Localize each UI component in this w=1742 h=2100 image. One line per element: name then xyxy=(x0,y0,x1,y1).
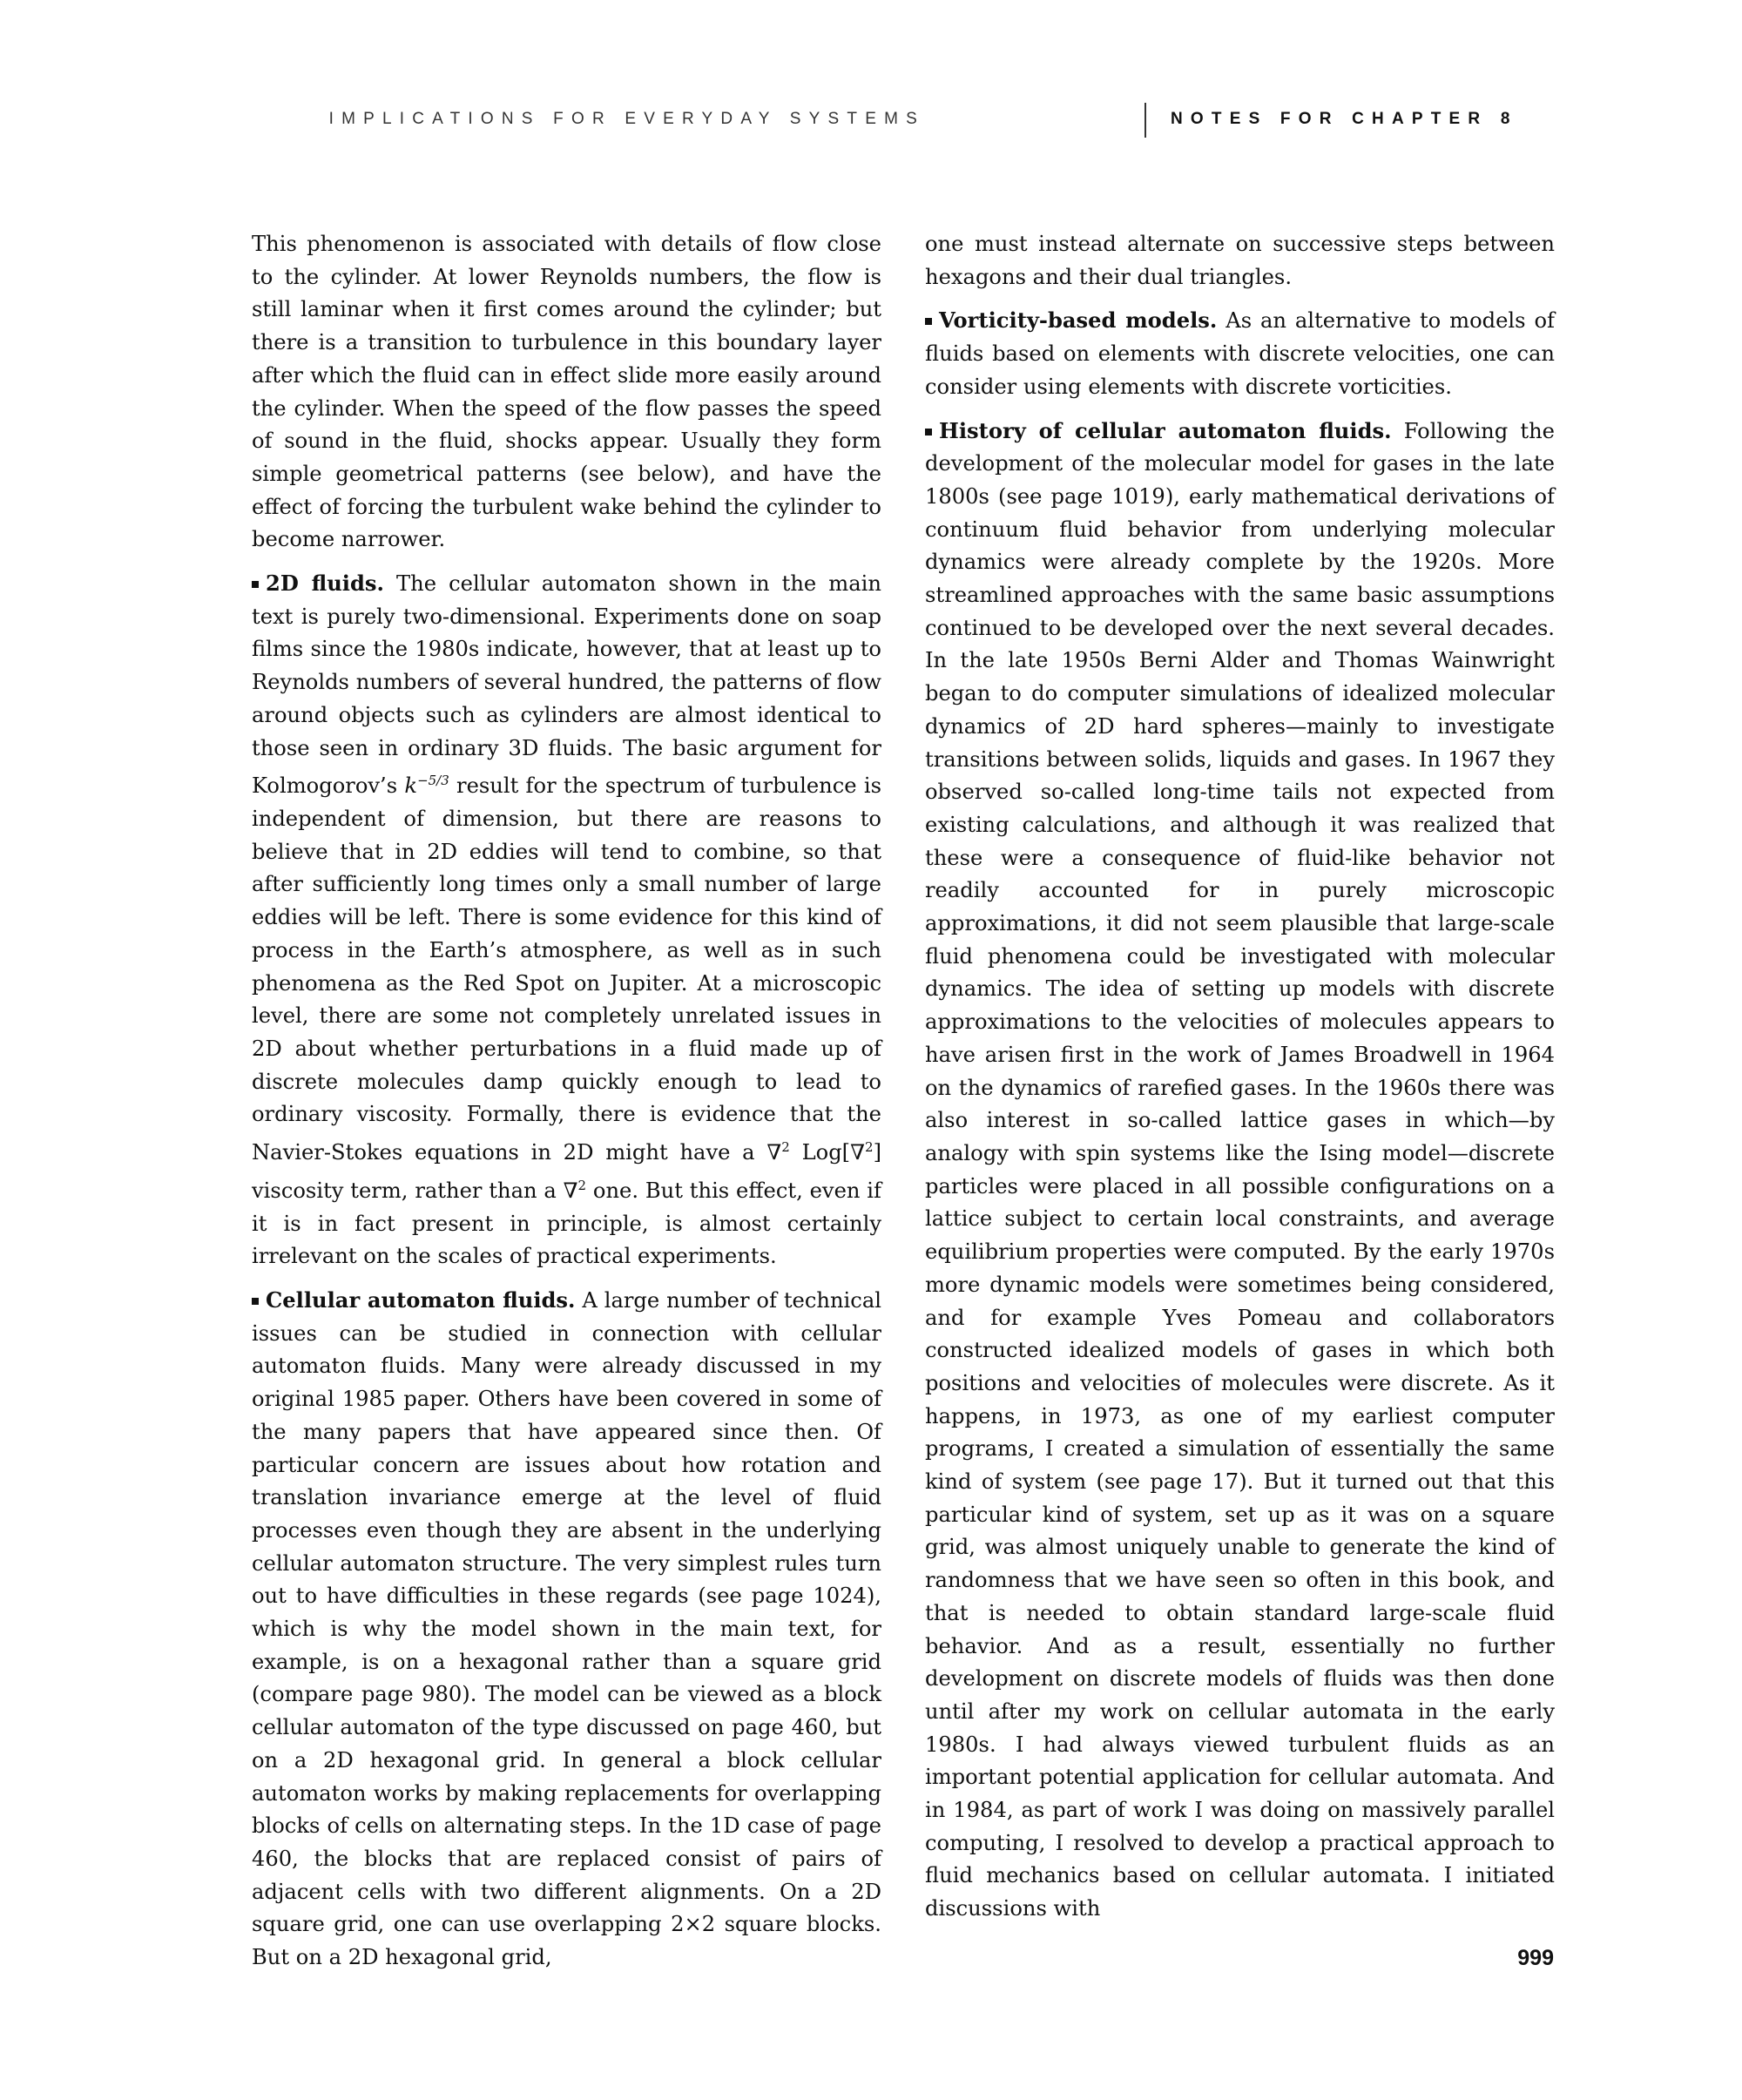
running-head-chapter: NOTES FOR CHAPTER 8 xyxy=(1171,110,1518,128)
note-2d-fluids xyxy=(252,567,881,1273)
note-text: one. But this effect, even if it is in fact present in principle, is almost certainly irrelevant on the scales of practical experiments. xyxy=(252,1178,881,1269)
note-text: As an alternative to models of fluids based on elements with discrete velocities, one can consider using elements with discrete vorticities. xyxy=(925,308,1555,399)
running-head xyxy=(328,103,1559,138)
note-vorticity-based-models xyxy=(925,304,1555,403)
note-text: result for the spectrum of turbulence is independent of dimension, but there are reasons to believe that in 2D eddies will tend to combine, so that after sufficiently long times only a small number of large eddies will be left. There is some evidence for this kind of process in the Earth’s atmosphere, as well as in such phenomena as the Red Spot on Jupiter. At a microscopic level, there are some not completely unrelated issues in 2D about whether perturbations in a fluid made up of discrete molecules damp quickly enough to lead to ordinary viscosity. Formally, there is evidence that the Navier-Stokes equations in 2D might have a xyxy=(252,773,881,1165)
note-heading: Vorticity-based models. xyxy=(939,307,1218,334)
continuation-paragraph: one must instead alternate on successive steps between hexagons and their dual triangles. xyxy=(925,232,1555,289)
page-number: 999 xyxy=(1517,1946,1554,1970)
note-heading: History of cellular automaton fluids. xyxy=(939,417,1392,443)
bullet-square-icon xyxy=(252,1298,259,1305)
math-nabla: ∇ xyxy=(563,1178,578,1203)
note-history-ca-fluids xyxy=(925,415,1555,1926)
math-nabla: ∇ xyxy=(766,1140,782,1165)
note-cellular-automaton-fluids xyxy=(252,1284,881,1975)
math-log-close: ] viscosity term, rather than a xyxy=(252,1140,881,1203)
math-nabla: ∇ xyxy=(850,1140,866,1165)
bullet-square-icon xyxy=(252,581,259,588)
left-column xyxy=(252,228,881,1975)
math-square: 2 xyxy=(781,1139,790,1156)
right-column xyxy=(925,228,1555,1926)
note-text: The cellular automaton shown in the main text is purely two-dimensional. Experiments done on soap films since the 1980s indicate, however, that at least up to Reynolds numbers of several hundred, the patterns of flow around objects such as cylinders are almost identical to those seen in ordinary 3D fluids. The basic argument for Kolmogorov’s xyxy=(252,571,881,799)
note-heading: Cellular automaton fluids. xyxy=(266,1286,576,1313)
running-head-section: IMPLICATIONS FOR EVERYDAY SYSTEMS xyxy=(328,110,925,128)
math-k-exponent: −5/3 xyxy=(417,773,449,789)
note-heading: 2D fluids. xyxy=(266,571,384,597)
math-square: 2 xyxy=(865,1139,874,1156)
note-text: A large number of technical issues can be studied in connection with cellular automaton fluids. Many were already discussed in my original 1985 paper. Others have been covered in some of the many papers that have appeared since then. Of particular concern are issues about how rotation and translation invariance emerge at the level of fluid processes even though they are absent in the underlying cellular automaton structure. The very simplest rules turn out to have difficulties in these regards (see page 1024), which is why the model shown in the main text, for example, is on a hexagonal rather than a square grid (compare page 980). The model can be viewed as a block cellular automaton of the type discussed on page 460, but on a 2D hexagonal grid. In general a block cellular automaton works by making replacements for overlapping blocks of cells on alternating steps. In the 1D case of page 460, the blocks that are replaced consist of pairs of adjacent cells with two different alignments. On a 2D square grid, one can use overlapping 2×2 square blocks. But on a 2D hexagonal grid, xyxy=(252,1287,881,1970)
math-square: 2 xyxy=(577,1177,587,1193)
running-head-divider xyxy=(1144,103,1146,138)
bullet-square-icon xyxy=(925,318,932,325)
math-k: k xyxy=(404,773,418,799)
note-text: Following the development of the molecular model for gases in the late 1800s (see page 1019), early mathematical derivations of continuum fluid behavior from underlying molecular dynamics were already complete by the 1920s. More streamlined approaches with the same basic assumptions continued to be developed over the next several decades. In the late 1950s Berni Alder and Thomas Wainwright began to do computer simulations of idealized molecular dynamics of 2D hard spheres—mainly to investigate transitions between solids, liquids and gases. In 1967 they observed so-called long-time tails not expected from existing calculations, and although it was realized that these were a consequence of fluid-like behavior not readily accounted for in purely microscopic approximations, it did not seem plausible that large-scale fluid phenomena could be investigated with molecular dynamics. The idea of setting up models with discrete approximations to the velocities of molecules appears to have arisen first in the work of James Broadwell in 1964 on the dynamics of rarefied gases. In the 1960s there was also interest in so-called lattice gases in which—by analogy with spin systems like the Ising model—discrete particles were placed in all possible configurations on a lattice subject to certain local constraints, and average equilibrium properties were computed. By the early 1970s more dynamic models were sometimes being considered, and for example Yves Pomeau and collaborators constructed idealized models of gases in which both positions and velocities of molecules were discrete. As it happens, in 1973, as one of my earliest computer programs, I created a simulation of essentially the same kind of system (see page 17). But it turned out that this particular kind of system, set up as it was on a square grid, was almost uniquely unable to generate the kind of randomness that we have seen so often in this book, and that is needed to obtain standard large-scale fluid behavior. And as a result, essentially no further development on discrete models of fluids was then done until after my work on cellular automata in the early 1980s. I had always viewed turbulent fluids as an important potential application for cellular automata. And in 1984, as part of work I was doing on massively parallel computing, I resolved to develop a practical approach to fluid mechanics based on cellular automata. I initiated discussions with xyxy=(925,418,1555,1921)
math-log-open: Log[ xyxy=(789,1140,851,1165)
intro-paragraph: This phenomenon is associated with details of flow close to the cylinder. At lower Reynolds numbers, the flow is still laminar when it first comes around the cylinder; but there is a transition to turbulence in this boundary layer after which the fluid can in effect slide more easily around the cylinder. When the speed of the flow passes the speed of sound in the fluid, shocks appear. Usually they form simple geometrical patterns (see below), and have the effect of forcing the turbulent wake behind the cylinder to become narrower. xyxy=(252,232,881,552)
bullet-square-icon xyxy=(925,429,932,436)
